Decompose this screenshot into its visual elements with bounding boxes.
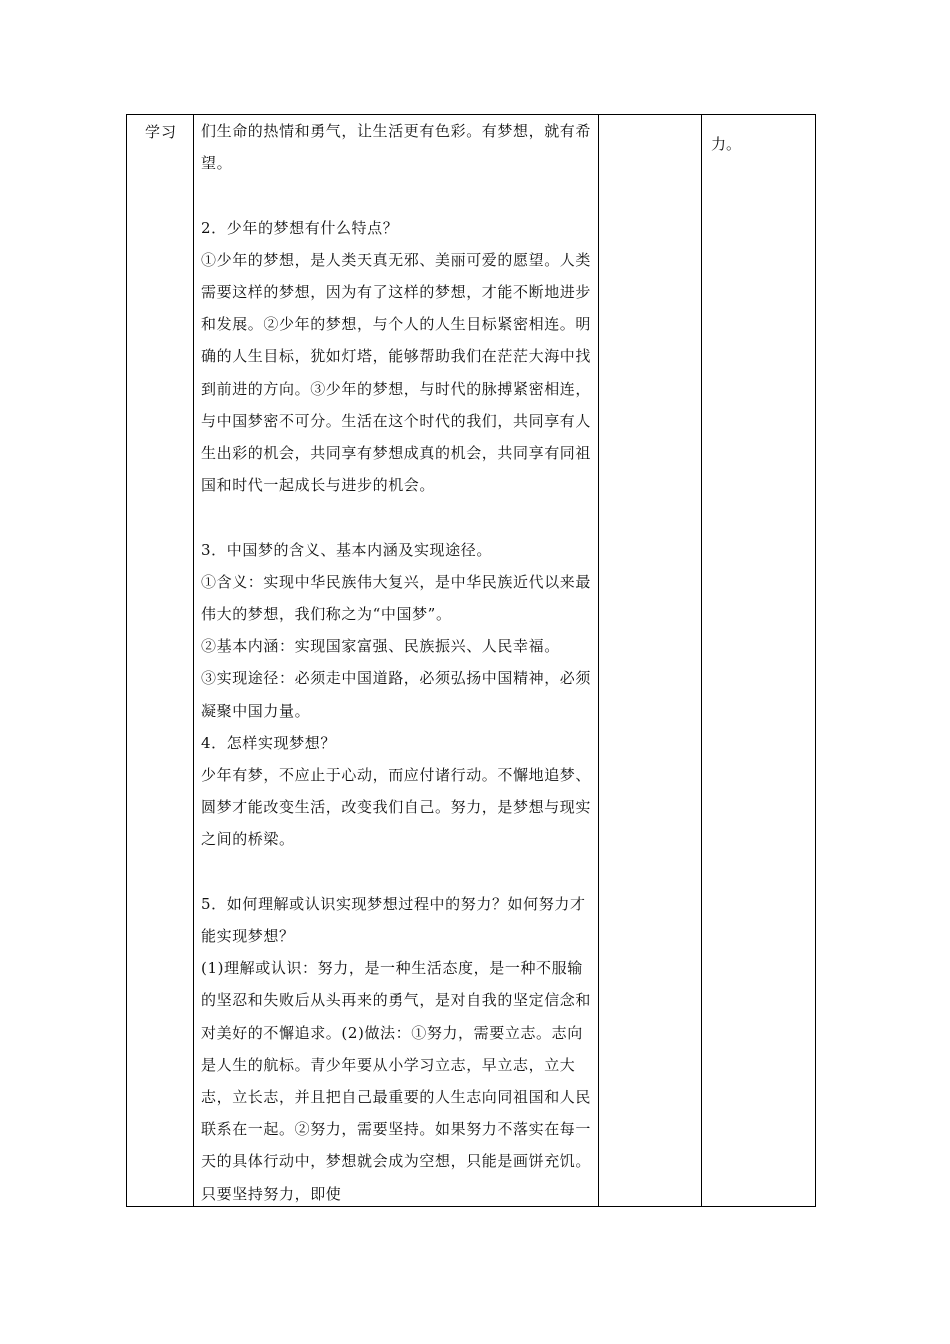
right-column-text: 力。 [711, 135, 742, 153]
blank-line [201, 501, 597, 533]
question-heading: 2．少年的梦想有什么特点？ [201, 218, 399, 237]
column-divider [701, 115, 702, 1206]
column-divider [598, 115, 599, 1206]
paragraph: ③实现途径：必须走中国道路，必须弘扬中国精神，必须凝聚中国力量。 [201, 669, 592, 720]
section-label: 学习 [145, 123, 178, 141]
question-heading: 4．怎样实现梦想？ [201, 733, 336, 752]
column-divider [193, 115, 194, 1206]
paragraph: ①少年的梦想，是人类天真无邪、美丽可爱的愿望。人类需要这样的梦想，因为有了这样的梦想，才能不断地进步和发展。②少年的梦想，与个人的人生目标紧密相连。明确的人生目标，犹如灯塔，能够帮助我们在茫茫大海中找到前进的方向。③少年的梦想，与时代的脉搏紧密相连，与中国梦密不可分。生活在这个时代的我们，共同享有人生出彩的机会，共同享有梦想成真的机会，共同享有同祖国和时代一起成长与进步的机会。 [201, 250, 592, 495]
content-cell [201, 115, 597, 1210]
blank-line [201, 179, 597, 211]
paragraph: 们生命的热情和勇气，让生活更有色彩。有梦想，就有希望。 [201, 122, 592, 173]
paragraph: ①含义：实现中华民族伟大复兴，是中华民族近代以来最伟大的梦想，我们称之为“中国梦”。 [201, 572, 592, 624]
content-table [126, 114, 816, 1207]
question-heading: 5．如何理解或认识实现梦想过程中的努力？如何努力才能实现梦想？ [201, 894, 586, 946]
paragraph: (1)理解或认识：努力，是一种生活态度，是一种不服输的坚忍和失败后从头再来的勇气，是对自我的坚定信念和对美好的不懈追求。(2)做法：①努力，需要立志。志向是人生的航标。青少年要从小学习立志，早立志，立大志，立长志，并且把自己最重要的人生志向同祖国和人民联系在一起。②努力，需要坚持。如果努力不落实在每一天的具体行动中，梦想就会成为空想，只能是画饼充饥。只要坚持努力，即使 [201, 959, 592, 1203]
paragraph: 少年有梦，不应止于心动，而应付诸行动。不懈地追梦、圆梦才能改变生活，改变我们自己。努力，是梦想与现实之间的桥梁。 [201, 766, 592, 849]
blank-line [201, 856, 597, 888]
question-heading: 3．中国梦的含义、基本内涵及实现途径。 [201, 540, 492, 559]
paragraph: ②基本内涵：实现国家富强、民族振兴、人民幸福。 [201, 637, 560, 656]
